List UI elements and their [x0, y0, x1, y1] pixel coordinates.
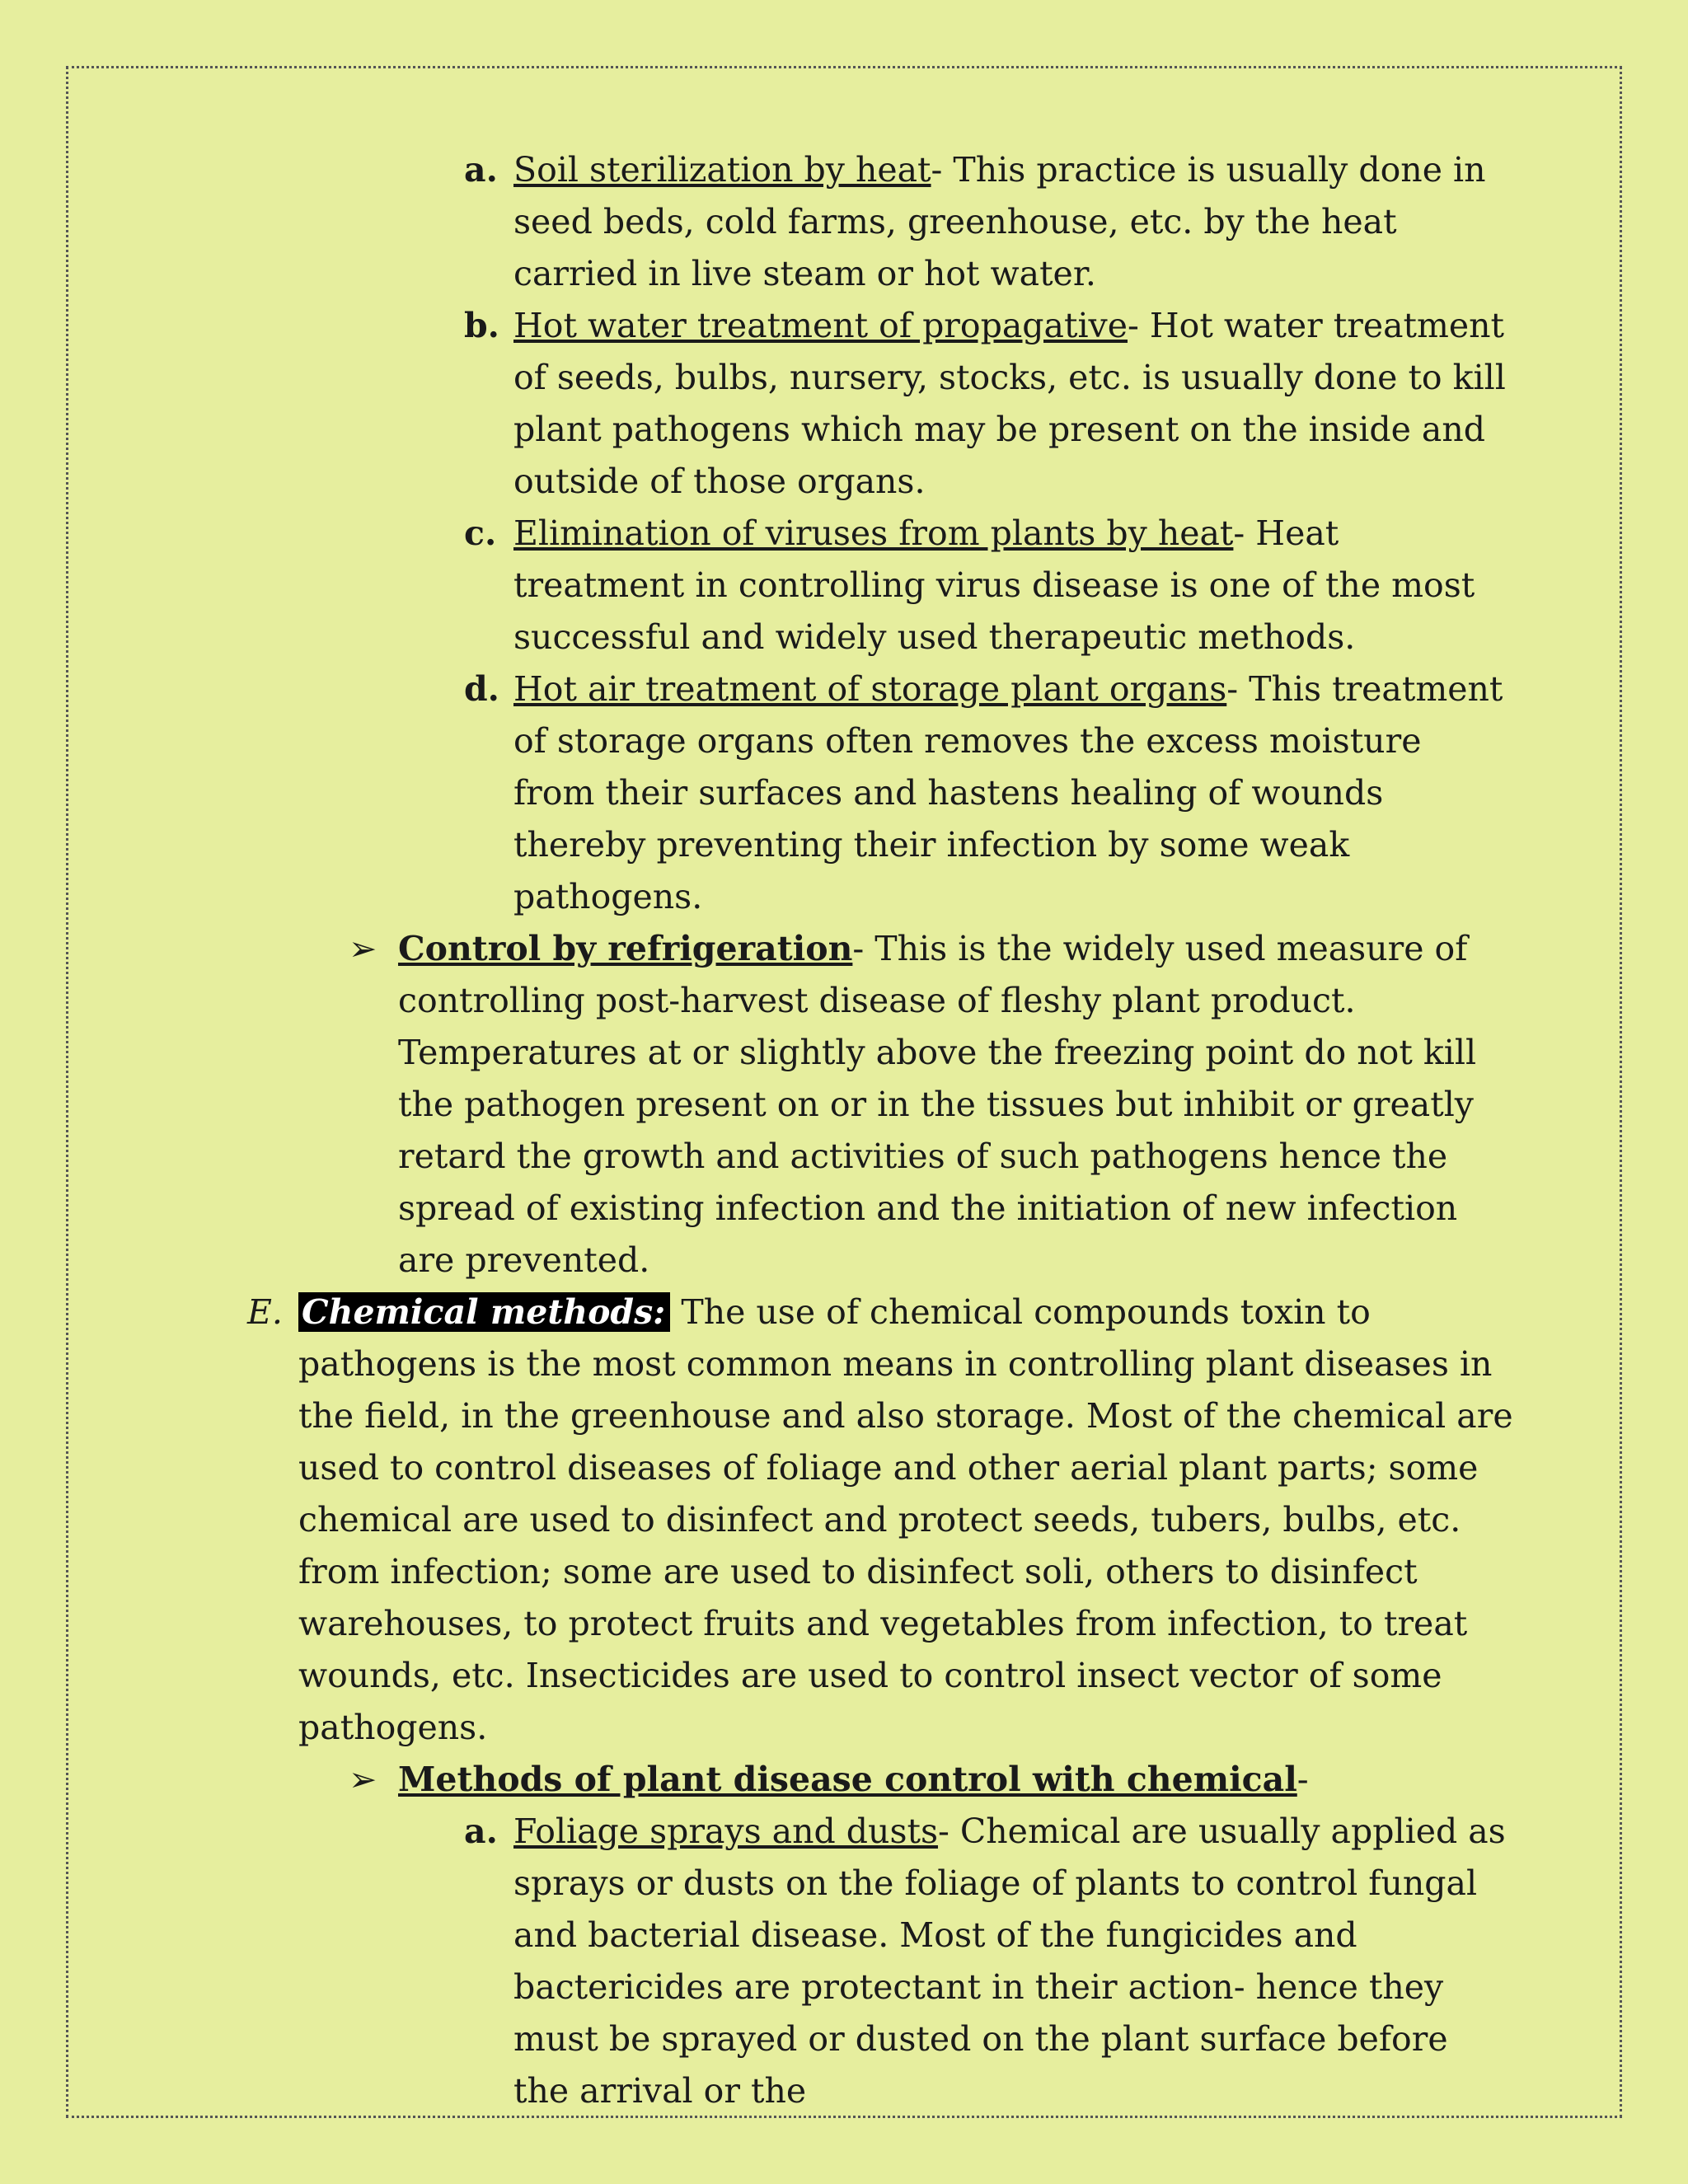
item-text: - Chemical are usually applied as sprays or dusts on the foliage of plants to control fungal and bacterial disease. Most of the fungicides and bactericides are protectant in their action- hence they must be sprayed or dusted on the plant surface before the arrival or the — [513, 1811, 1506, 2111]
bullet-text: - This is the widely used measure of controlling post-harvest disease of fleshy plant product. Temperatures at or slightly above the freezing point do not kill the pathogen present on or in the tissues but inhibit or greatly retard the growth and activities of such pathogens hence the spread of existing infection and the initiation of new infection are prevented. — [398, 929, 1477, 1280]
item-label: b. — [464, 306, 499, 345]
arrow-bullet-icon: ➢ — [349, 1760, 377, 1799]
arrow-bullet-icon: ➢ — [349, 929, 377, 968]
item-text: - Heat treatment in controlling virus disease is one of the most successful and widely used therapeutic methods. — [513, 513, 1475, 657]
section-e — [247, 1286, 1523, 1754]
section-text: The use of chemical compounds toxin to pathogens is the most common means in controlling plant diseases in the field, in the greenhouse and also storage. Most of the chemical are used to control diseases of foliage and other aerial plant parts; some chemical are used to disinfect and protect seeds, tubers, bulbs, etc. from infection; some are used to disinfect soli, others to disinfect warehouses, to protect fruits and vegetables from infection, to treat wounds, etc. Insecticides are used to control insect vector of some pathogens. — [298, 1292, 1513, 1747]
heat-item-b — [464, 300, 1507, 508]
item-label: c. — [464, 513, 497, 553]
item-label: d. — [464, 669, 499, 709]
heat-item-c — [464, 508, 1507, 663]
item-title: Foliage sprays and dusts — [513, 1811, 939, 1851]
item-text: - This treatment of storage organs often removes the excess moisture from their surfaces and hastens healing of wounds thereby preventing their infection by some weak pathogens. — [513, 669, 1503, 916]
methods-heading-bullet — [349, 1754, 1507, 1806]
section-heading: Chemical methods: — [298, 1292, 670, 1332]
item-title: Elimination of viruses from plants by heat — [513, 513, 1234, 553]
section-label: E. — [247, 1292, 283, 1332]
item-title: Soil sterilization by heat — [513, 150, 931, 190]
item-title: Hot water treatment of propagative — [513, 306, 1128, 345]
item-title: Hot air treatment of storage plant organs — [513, 669, 1227, 709]
heat-item-a — [464, 144, 1507, 300]
bullet-title: Methods of plant disease control with chemical — [398, 1760, 1297, 1799]
item-label: a. — [464, 150, 498, 190]
item-text: - This practice is usually done in seed beds, cold farms, greenhouse, etc. by the heat carried in live steam or hot water. — [513, 150, 1486, 293]
item-text: - Hot water treatment of seeds, bulbs, nursery, stocks, etc. is usually done to kill plant pathogens which may be present on the inside and outside of those organs. — [513, 306, 1506, 501]
refrigeration-bullet — [349, 923, 1507, 1286]
document-body — [66, 144, 1622, 2117]
bullet-title: Control by refrigeration — [398, 929, 853, 968]
bullet-text: - — [1296, 1760, 1309, 1799]
heat-item-d — [464, 663, 1507, 923]
item-label: a. — [464, 1811, 498, 1851]
foliage-item-a — [464, 1806, 1507, 2117]
